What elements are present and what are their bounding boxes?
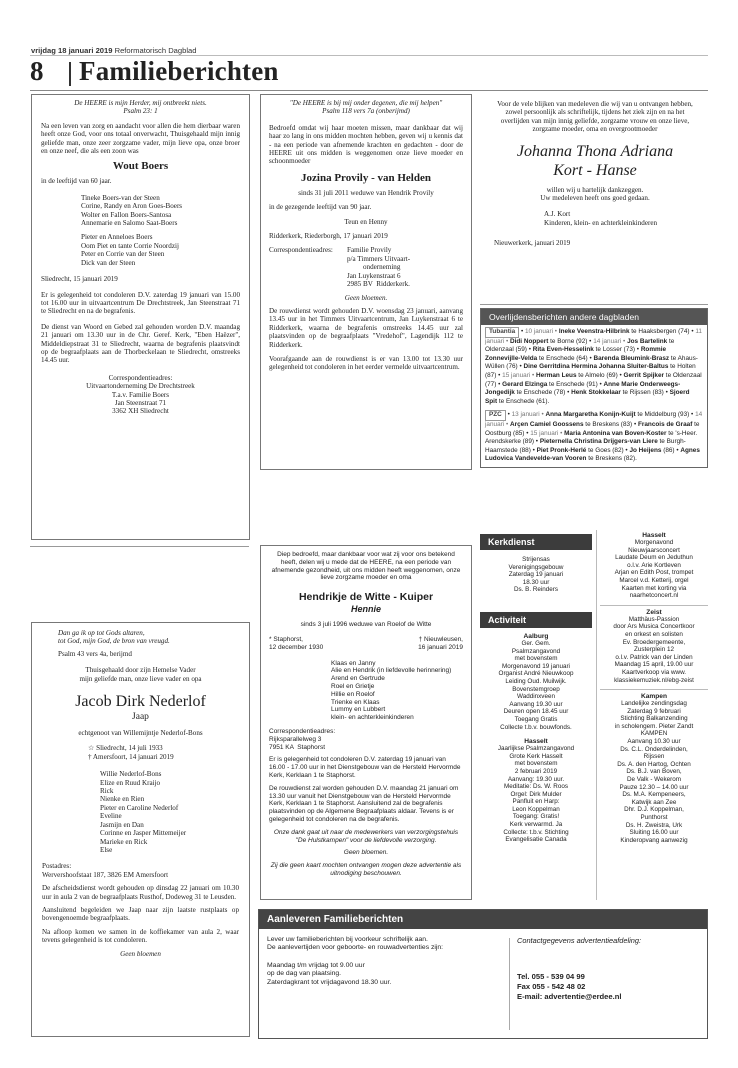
entry-place: te Oldenzaal (77) [485, 371, 702, 388]
page-number: 8 [30, 56, 44, 86]
family-list: Tineke Boers-van der Steen Corine, Randy en Aron Goes-Boers Wolter en Fallon Boers-Santosa Annemarie en Salomo Saat-Boers [81, 193, 183, 228]
thanks-text: Onze dank gaat uit naar de medewerkers van verzorgingstehuis "De Hulstkampen" voor de liefdevolle verzorging. [273, 828, 460, 844]
notice-verse: "De HEERE is bij mij onder degenen, die mij helpen" Psalm 118 vers 7a (onberijmd) [289, 99, 443, 116]
obituary-entries [485, 328, 702, 405]
entry-name: Henk Stokkelaar [571, 389, 621, 397]
notice-wout-boers [31, 94, 250, 540]
contact-details [517, 972, 621, 1002]
widow-of: sinds 3 juli 1996 weduwe van Roelof de Witte [300, 621, 432, 629]
event-place: Aalburg [523, 633, 549, 640]
notice-verse: Dan ga ik op tot Gods altaren, tot God, mijn God, de bron van vreugd. [58, 629, 170, 646]
entry-name: Rita Even-Hesselink [532, 346, 594, 354]
section-bar: Activiteit [480, 612, 592, 628]
column-rule [509, 938, 510, 1030]
other-newspapers-box [480, 308, 708, 468]
deceased-name: Jacob Dirk Nederlof [75, 693, 206, 711]
entry-name: Didi Noppert [509, 337, 549, 345]
condolence-text: Er is gelegenheid tot condoleren D.V. zaterdag 19 januari van 15.00 tot 16.00 uur in uitvaartcentrum De Drechtstreek, Jan Steenstraat 71 te Sliedrecht en na de begrafenis. [41, 290, 242, 316]
death-date: † Nieuwleusen, 16 januari 2019 [418, 635, 463, 651]
deceased-name: Johanna Thona Adriana Kort - Hanse [516, 142, 674, 179]
entry-name: Gerard Elzinga [502, 380, 548, 388]
entry-name: Piet Pronk-Herlé [536, 446, 587, 454]
event-place: Zeist [646, 608, 662, 616]
notice-hendrikje-de-witte [260, 545, 472, 900]
entry-name: Jo Heijens [629, 446, 662, 454]
obituary-entry: • Pieternella Christina Drijgers-van Liere te Burgh-Haamstede (88) [485, 438, 686, 454]
entry-name: Pieternella Christina Drijgers-van Liere [539, 438, 658, 446]
deceased-name: Hendrikje de Witte - Kuiper [298, 591, 434, 604]
family-list: Willie Nederlof-Bons Elize en Ruud Kraijo Rick Nienke en Rien Pieter en Caroline Nederlof Eveline Jasmijn en Dan Corinne en Jasper Mittemeijer Marieke en Rick Else [100, 770, 187, 854]
kerkdienst-section [480, 534, 592, 594]
entry-name: Anne Marie Onderweegs-Jongedijk [485, 380, 681, 397]
entry-name: Herman Leus [536, 371, 577, 379]
obituary-entry: • Rita Even-Hesselink te Losser (73) [526, 346, 636, 354]
entry-place: te Oldenzaal (59) [485, 337, 675, 354]
obituary-entry: • 14 januari • Arçen Camiel Goossens te Breskens (83) [485, 411, 703, 428]
notice-intro: Na een leven van zorg en aandacht voor allen die hem dierbaar waren heeft onze God, voor ons totaal onverwacht, Thuisgehaald mijn innig geliefde man, onze zeer zorgzame vader, mijn lieve opa, onze broer en onze neef, die als een zoon was [41, 121, 242, 156]
events-right-column [600, 532, 708, 844]
correspondence-address: Correspondentieadres: Rijksparallelweg 3 7951 KA Staphorst [269, 727, 336, 751]
entry-place: te Enschede (61). [497, 397, 550, 405]
entry-name: Francois de Graaf [637, 420, 693, 428]
column-rule [480, 304, 708, 305]
entry-place: te Almelo (69) [576, 371, 618, 379]
obituary-entry: • 13 januari • Anna Margaretha Konijn-Kuijt te Middelburg (93) [507, 411, 690, 419]
entry-date: 15 januari • [502, 371, 537, 379]
obituary-entry: • Francois de Graaf te Oostburg (85) [485, 420, 700, 437]
invitation-note: Zij die geen kaart mochten ontvangen mogen deze advertentie als uitnodiging beschouwen. [270, 862, 464, 877]
contact-heading: Contactgegevens advertentieafdeling: [517, 936, 642, 945]
obituary-entry: • Sjoerd Spit te Enschede (61). [485, 389, 690, 405]
section-bar: Overlijdensberichten andere dagbladen [481, 309, 707, 325]
event-details: Matthäus-Passion door Ars Musica Concertkoor en orkest en solisten Ev. Broedergemeente, Zusterplein 12 o.l.v. Patrick van der Linden Maandag 15 april, 19.00 uur Kaartverkoop via www. klassiekemuziek.nl/ebg-zeist [613, 615, 695, 684]
verse-reference: Psalm 43 vers 4a, berijmd [58, 649, 132, 658]
no-flowers: Geen bloemen. [343, 849, 389, 857]
entry-name: Rommie Zonnevijlle-Velda [485, 346, 667, 362]
event-details: Jaarlijkse Psalmzangavond Grote Kerk Hasselt met bovenstem 2 februari 2019 Aanvang: 19.30 uur. Meditatie: Ds. W. Roos Orgel: Dirk Mulder Panfluit en Harp: Leon Koppelman Toegang: Gratis! Kerk verwarmd. Ja Collecte: t.b.v. Stichting Evangelisatie Canada [497, 745, 575, 844]
obituary-entry: • Henk Stokkelaar te Rijssen (83) [565, 389, 664, 397]
aanleveren-box [258, 909, 708, 1039]
entry-date: 14 januari • [485, 411, 703, 428]
obituary-entry: • 11 januari • Didi Noppert te Borne (92) [485, 328, 702, 345]
notice-kort-hanse [484, 96, 706, 296]
notice-intro: Thuisgehaald door zijn Hemelse Vader mijn geliefde man, onze lieve vader en opa [79, 666, 202, 683]
service-text: De afscheidsdienst wordt gehouden op dinsdag 22 januari om 10.30 uur in aula 2 van de begraafplaats Rusthof, Dodeweg 31 te Leusden. [42, 884, 241, 901]
entry-place: te Borne (92) [548, 337, 588, 345]
entry-place: te Breskens (82). [586, 455, 637, 463]
entry-place: te Ahaus-Wüllen (76) [485, 354, 698, 371]
entry-date: 11 januari • [485, 328, 702, 345]
event-place: Hasselt [642, 532, 666, 539]
section-bar: Kerkdienst [480, 534, 592, 550]
entry-place: te Losser (73) [593, 346, 636, 354]
entry-place: te Oostburg (85) [485, 420, 700, 437]
entry-date: 14 januari • [593, 337, 628, 345]
entry-name: Jos Bartelink [627, 337, 668, 345]
column-rule [596, 530, 597, 900]
deceased-nickname: Jaap [132, 712, 149, 723]
family-list: Pieter en Anneloes Boers Oom Piet en tante Corrie Noordzij Peter en Corrie van der Steen Dick van der Steen [81, 233, 179, 267]
obituary-entry: • 15 januari • Herman Leus te Almelo (69) [496, 371, 618, 379]
obituary-entry: • Gerrit Spijker te Oldenzaal (77) [485, 371, 702, 388]
entry-date: 13 januari • [511, 411, 546, 419]
entry-place: (86) [661, 446, 675, 454]
obituary-entry: • 14 januari • Jos Bartelink te Oldenzaal (59) [485, 337, 675, 354]
notice-intro: Bedroefd omdat wij haar moeten missen, maar dankbaar dat wij haar zo lang in ons midden mochten hebben, geven wij u kennis dat - na een periode van afnemende krachten en gedachten - door de HEERE uit ons midden is weggenomen onze lieve moeder en schoonmoeder [269, 123, 465, 166]
obituary-entry: • Gerard Elzinga te Enschede (91) [496, 380, 598, 388]
obituary-entry: • Piet Pronk-Herlé te Goes (82) [530, 446, 624, 454]
obituary-entry: • Jo Heijens (86) [623, 446, 675, 454]
deceased-age: in de gezegende leeftijd van 90 jaar. [269, 203, 372, 212]
tubantia-list [481, 325, 707, 408]
event-place: Kampen [640, 693, 667, 701]
correspondence-address: Correspondentieadres: Uitvaartonderneming De Drechtstreek T.a.v. Familie Boers Jan Steenstraat 71 3362 XH Sliedrecht [86, 373, 195, 416]
event-details: Ger. Gem. Psalmzangavond met bovenstem Morgenavond 19 januari Organist André Nieuwkoop Leiding Oud. Muilwijk. Bovenstemgroep Waddinxveen Aanvang 19.30 uur Deuren open 18.45 uur Toegang Gratis Collecte t.b.v. bouwfonds. [498, 640, 574, 731]
entry-date: 15 januari • [530, 429, 565, 437]
family-list: Teun en Henny [344, 217, 388, 226]
pzc-list [481, 408, 707, 467]
notice-jozina-provily [260, 94, 472, 470]
service-text: De rouwdienst wordt gehouden D.V. woensdag 23 januari, aanvang 13.45 uur in het Timmers Uitvaartcentrum, Jan Luykenstraat 6 te Ridderkerk, waarna de begrafenis omstreeks 14.45 uur zal plaatsvinden op de begraafplaats "Vredehof", Lagendijk 112 te Ridderkerk. [269, 306, 465, 349]
entry-name: Barenda Bleumink-Brasz [593, 354, 670, 362]
entry-name: Ineke Veenstra-Hilbrink [558, 328, 630, 335]
email-link[interactable]: E-mail: advertentie@erdee.nl [517, 992, 622, 1001]
paper-label: PZC [485, 410, 506, 421]
family-list: A.J. Kort Kinderen, klein- en achterkleinkinderen [544, 210, 658, 227]
entry-name: Agnes Ludovica Vandevelde-van Vooren [485, 446, 700, 463]
kerkdienst-text [480, 556, 592, 594]
birth-death [269, 636, 463, 652]
condolence-text: Voorafgaande aan de rouwdienst is er van 13.00 tot 13.30 uur gelegenheid tot condoleren in het eerder vermelde uitvaartcentrum. [269, 354, 465, 372]
obituary-entry: • Anne Marie Onderweegs-Jongedijk te Enschede (78) [485, 380, 681, 397]
event-details: Morgenavond Nieuwjaarsconcert Laudate Deum en Jeduthun o.l.v. Arie Kortleven Arjan en Edith Post, trompet Marcel v.d. Ketterij, orgel Kaarten met korting via naarhetconcert.nl [614, 539, 694, 600]
entry-place: te Goes (82) [586, 446, 624, 454]
deceased-nickname: Hennie [350, 604, 381, 615]
entry-name: Sjoerd Spit [485, 389, 690, 405]
entry-place: te Breskens (83) [583, 420, 633, 428]
notice-jacob-nederlof [31, 622, 250, 1037]
widow-of: sinds 31 juli 2011 weduwe van Hendrik Provily [298, 188, 434, 197]
paper-label: Tubantia [485, 327, 519, 338]
delivery-instructions: Lever uw familieberichten bij voorkeur schriftelijk aan. De aanlevertijden voor geboorte- en rouwadvertenties zijn: [267, 936, 444, 952]
column-rule [30, 546, 249, 547]
deceased-name: Jozina Provily - van Helden [301, 171, 431, 184]
obituary-entries [485, 411, 702, 462]
obituary-entry: • Agnes Ludovica Vandevelde-van Vooren te Breskens (82). [485, 446, 700, 463]
phone-number: Tel. 055 - 539 04 99 [517, 972, 585, 981]
postal-address: Postadres: Wervershoofstaat 187, 3826 EM Amersfoort [42, 862, 169, 879]
deceased-name: Wout Boers [112, 160, 169, 173]
event-details: Landelijke zendingsdag Zaterdag 9 februari Stichting Balkanzending in scholengem. Pieter Zandt KAMPEN Aanvang 10.30 uur Ds. C.L. Onderdelinden, Rijssen Ds. A. den Hartog, Ochten Ds. B.J. van Boven, De Valk - Wekerom Pauze 12.30 – 14.00 uur Ds. M.A. Kempeneers, Katwijk aan Zee Dhr. D.J. Koppelman, Punthorst Ds. H. Zweistra, Urk Sluiting 16.00 uur Kinderopvang aanwezig [614, 700, 694, 844]
title-rule [30, 90, 708, 91]
entry-place: te Burgh-Haamstede (88) [485, 438, 686, 454]
family-list: Klaas en Janny Alie en Hendrik (in liefdevolle herinnering) Arend en Gertrude Roel en Grietje Hillie en Roelof Trienke en Klaas Lummy en Lubbert klein- en achterkleinkinderen [331, 659, 452, 722]
place-date: Nieuwerkerk, januari 2019 [494, 239, 571, 248]
event-place: Hasselt [524, 738, 548, 746]
deceased-age: in de leeftijd van 60 jaar. [41, 177, 112, 186]
entry-name: Anna Margaretha Konijn-Kuijt [545, 411, 636, 419]
obituary-entry: • Rommie Zonnevijlle-Velda te Enschede (64) [485, 346, 667, 362]
obituary-entry: • Barenda Bleumink-Brasz te Ahaus-Wüllen (76) [485, 354, 698, 371]
birth-death: ☆ Sliedrecht, 14 juli 1933 † Amersfoort, 14 januari 2019 [88, 744, 174, 761]
section-bar: Aanleveren Familieberichten [259, 910, 707, 929]
service-text: De rouwdienst zal worden gehouden D.V. maandag 21 januari om 13.30 uur vanuit het Dienstgebouw van de Hersteld Hervormde Kerk, Kerklaan 1 te Staphorst. Aansluitend zal de begrafenis plaatsvinden op de Algemene Begraafplaats aldaar. Tevens is er gelegenheid tot condoleren na de begrafenis. [269, 784, 461, 823]
entry-place: te Holten (87) [485, 363, 696, 379]
entry-place: te Rijssen (83) [620, 389, 664, 397]
entry-name: Maria Antonina van Boven-Koster [564, 429, 667, 437]
notice-intro: Diep bedroefd, maar dankbaar voor wat zij voor ons betekend heeft, delen wij u mede dat de HEERE, na een periode van afnemende gezondheid, uit ons midden heeft weggenomen, onze lieve zorgzame moeder en oma [271, 551, 463, 582]
address-label: Correspondentieadres: [269, 246, 333, 255]
place-date: Sliedrecht, 15 januari 2019 [41, 275, 118, 284]
thanks-text: willen wij u hartelijk dankzeggen. Uw medeleven heeft ons goed gedaan. [540, 185, 650, 203]
entry-place: te Middelburg (93) [635, 411, 690, 419]
fax-number: Fax 055 - 542 48 02 [517, 982, 586, 991]
spouse-line: echtgenoot van Willemijntje Nederlof-Bons [78, 729, 203, 738]
entry-place: te Haaksbergen (74) [629, 328, 690, 335]
service-text: De dienst van Woord en Gebed zal gehouden worden D.V. maandag 21 januari om 13.30 uur in de Chr. Geref. Kerk, "Eben Haëzer", Middeldiepstraat 31 te Sliedrecht, waarna de begrafenis plaatsvindt op de begraafplaats aan de Thorbeckelaan te Sliedrecht, omstreeks 14.45 uur. [41, 322, 242, 365]
correspondence-address [269, 246, 463, 288]
birth-date: * Staphorst, 12 december 1930 [269, 635, 324, 651]
obituary-entry: • 10 januari • Ineke Veenstra-Hilbrink te Haaksbergen (74) [520, 328, 690, 335]
entry-place: te 's-Heer. Arendskerke (89) [485, 429, 698, 446]
condolence-text: Er is gelegenheid tot condoleren D.V. zaterdag 19 januari van 16.00 - 17.00 uur in het Dienstgebouw van de Hersteld Hervormde Kerk, Kerklaan 1 te Staphorst. [269, 756, 463, 779]
activiteit-section [480, 612, 592, 844]
no-flowers: Geen bloemen. [344, 293, 388, 302]
thanks-intro: Voor de vele blijken van medeleven die wij van u ontvangen hebben, zowel persoonlijk als schriftelijk, tijdens het ziek zijn en na het overlijden van mijn innig geliefde, zorgzame vrouw en onze lieve, zorgzame moeder, oma en overgrootmoeder [497, 100, 695, 134]
entry-name: Arçen Camiel Goossens [509, 420, 584, 428]
page-title: Familieberichten [79, 56, 279, 86]
title-divider [69, 62, 71, 86]
entry-name: Gerrit Spijker [623, 371, 665, 379]
no-flowers: Geen bloemen [120, 949, 161, 958]
delivery-times: Maandag t/m vrijdag tot 9.00 uur op de dag van plaatsing. Zaterdagkrant tot vrijdagavond 18.30 uur. [267, 962, 392, 986]
entry-date: 10 januari • [524, 328, 559, 335]
obituary-entry: • Dine Gerritdina Hermina Johanna Sluiter-Baltus te Holten (87) [485, 363, 696, 379]
entry-place: te Enschede (64) [537, 354, 588, 362]
notice-verse: De HEERE is mijn Herder, mij ontbreekt niets. Psalm 23: 1 [74, 99, 207, 116]
header-date: vrijdag 18 januari 2019 Reformatorisch Dagblad [31, 46, 197, 55]
condolence-text: Na afloop komen we samen in de koffiekamer van aula 2, waar tevens gelegenheid is tot condoleren. [42, 927, 241, 945]
burial-text: Aansluitend begeleiden we Jaap naar zijn laatste rustplaats op bovengenoemde begraafplaats. [42, 905, 241, 923]
kerkdienst-details: Strijensas Verenigingsgebouw Zaterdag 19 januari 18.30 uur Ds. B. Reinders [508, 556, 564, 594]
entry-place: te Enschede (78) [514, 389, 566, 397]
address-lines: Familie Provily p/a Timmers Uitvaart- onderneming Jan Luykenstraat 6 2985 BV Ridderkerk. [347, 246, 411, 289]
obituary-entry: • 15 januari • Maria Antonina van Boven-Koster te 's-Heer. Arendskerke (89) [485, 429, 698, 446]
entry-place: te Enschede (91) [547, 380, 598, 388]
place-date: Ridderkerk, Riederborgh, 17 januari 2019 [269, 232, 388, 241]
entry-name: Dine Gerritdina Hermina Johanna Sluiter-Baltus [523, 363, 669, 371]
